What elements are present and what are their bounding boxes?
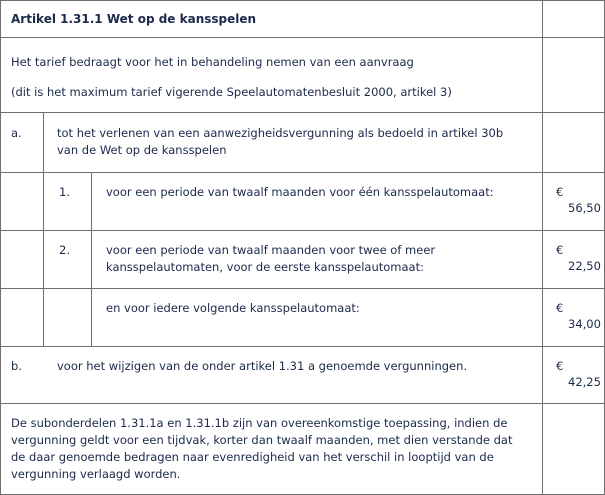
- row-divider: [0, 403, 605, 404]
- subitem-3-currency: €: [556, 301, 564, 315]
- row-divider: [0, 37, 605, 38]
- subitem-1-text: voor een periode van twaalf maanden voor één kansspelautomaat:: [106, 185, 494, 199]
- subitem-3-amount: 34,00: [568, 317, 601, 331]
- row-divider: [0, 0, 605, 1]
- item-b-text: voor het wijzigen van de onder artikel 1.31 a genoemde vergunningen.: [57, 359, 468, 373]
- item-a-text: tot het verlenen van een aanwezigheidsvergunning als bedoeld in artikel 30b van de Wet op de kansspelen: [57, 126, 504, 157]
- intro-line-1: Het tarief bedraagt voor het in behandeling nemen van een aanvraag: [11, 55, 414, 69]
- subitem-1-currency: €: [556, 185, 564, 199]
- article-heading: Artikel 1.31.1 Wet op de kansspelen: [11, 12, 257, 26]
- col-divider: [542, 0, 543, 495]
- col-divider: [91, 172, 92, 346]
- row-divider: [0, 112, 605, 113]
- subitem-3-text: en voor iedere volgende kansspelautomaat:: [106, 301, 360, 315]
- item-b-currency: €: [556, 359, 564, 373]
- col-divider: [43, 112, 44, 346]
- subitem-2-text: voor een periode van twaalf maanden voor twee of meer kansspelautomaten, voor de eerste kansspelautomaat:: [106, 243, 436, 274]
- intro-line-2: (dit is het maximum tarief vigerende Speelautomatenbesluit 2000, artikel 3): [11, 85, 452, 99]
- subitem-2-amount: 22,50: [568, 259, 601, 273]
- row-divider: [0, 346, 605, 347]
- subitem-1-number: 1.: [59, 185, 70, 199]
- subitem-1-amount: 56,50: [568, 201, 601, 215]
- footer-note: De subonderdelen 1.31.1a en 1.31.1b zijn van overeenkomstige toepassing, indien de vergunning geldt voor een tijdvak, korter dan twaalf maanden, met dien verstande dat de daar genoemde bedragen naar evenredigheid van het verschil in looptijd van de vergunning verlaagd worden.: [11, 416, 513, 481]
- col-divider: [0, 0, 1, 495]
- subitem-2-number: 2.: [59, 243, 70, 257]
- item-a-label: a.: [11, 126, 22, 140]
- item-b-label: b.: [11, 359, 22, 373]
- subitem-2-currency: €: [556, 243, 564, 257]
- item-b-amount: 42,25: [568, 375, 601, 389]
